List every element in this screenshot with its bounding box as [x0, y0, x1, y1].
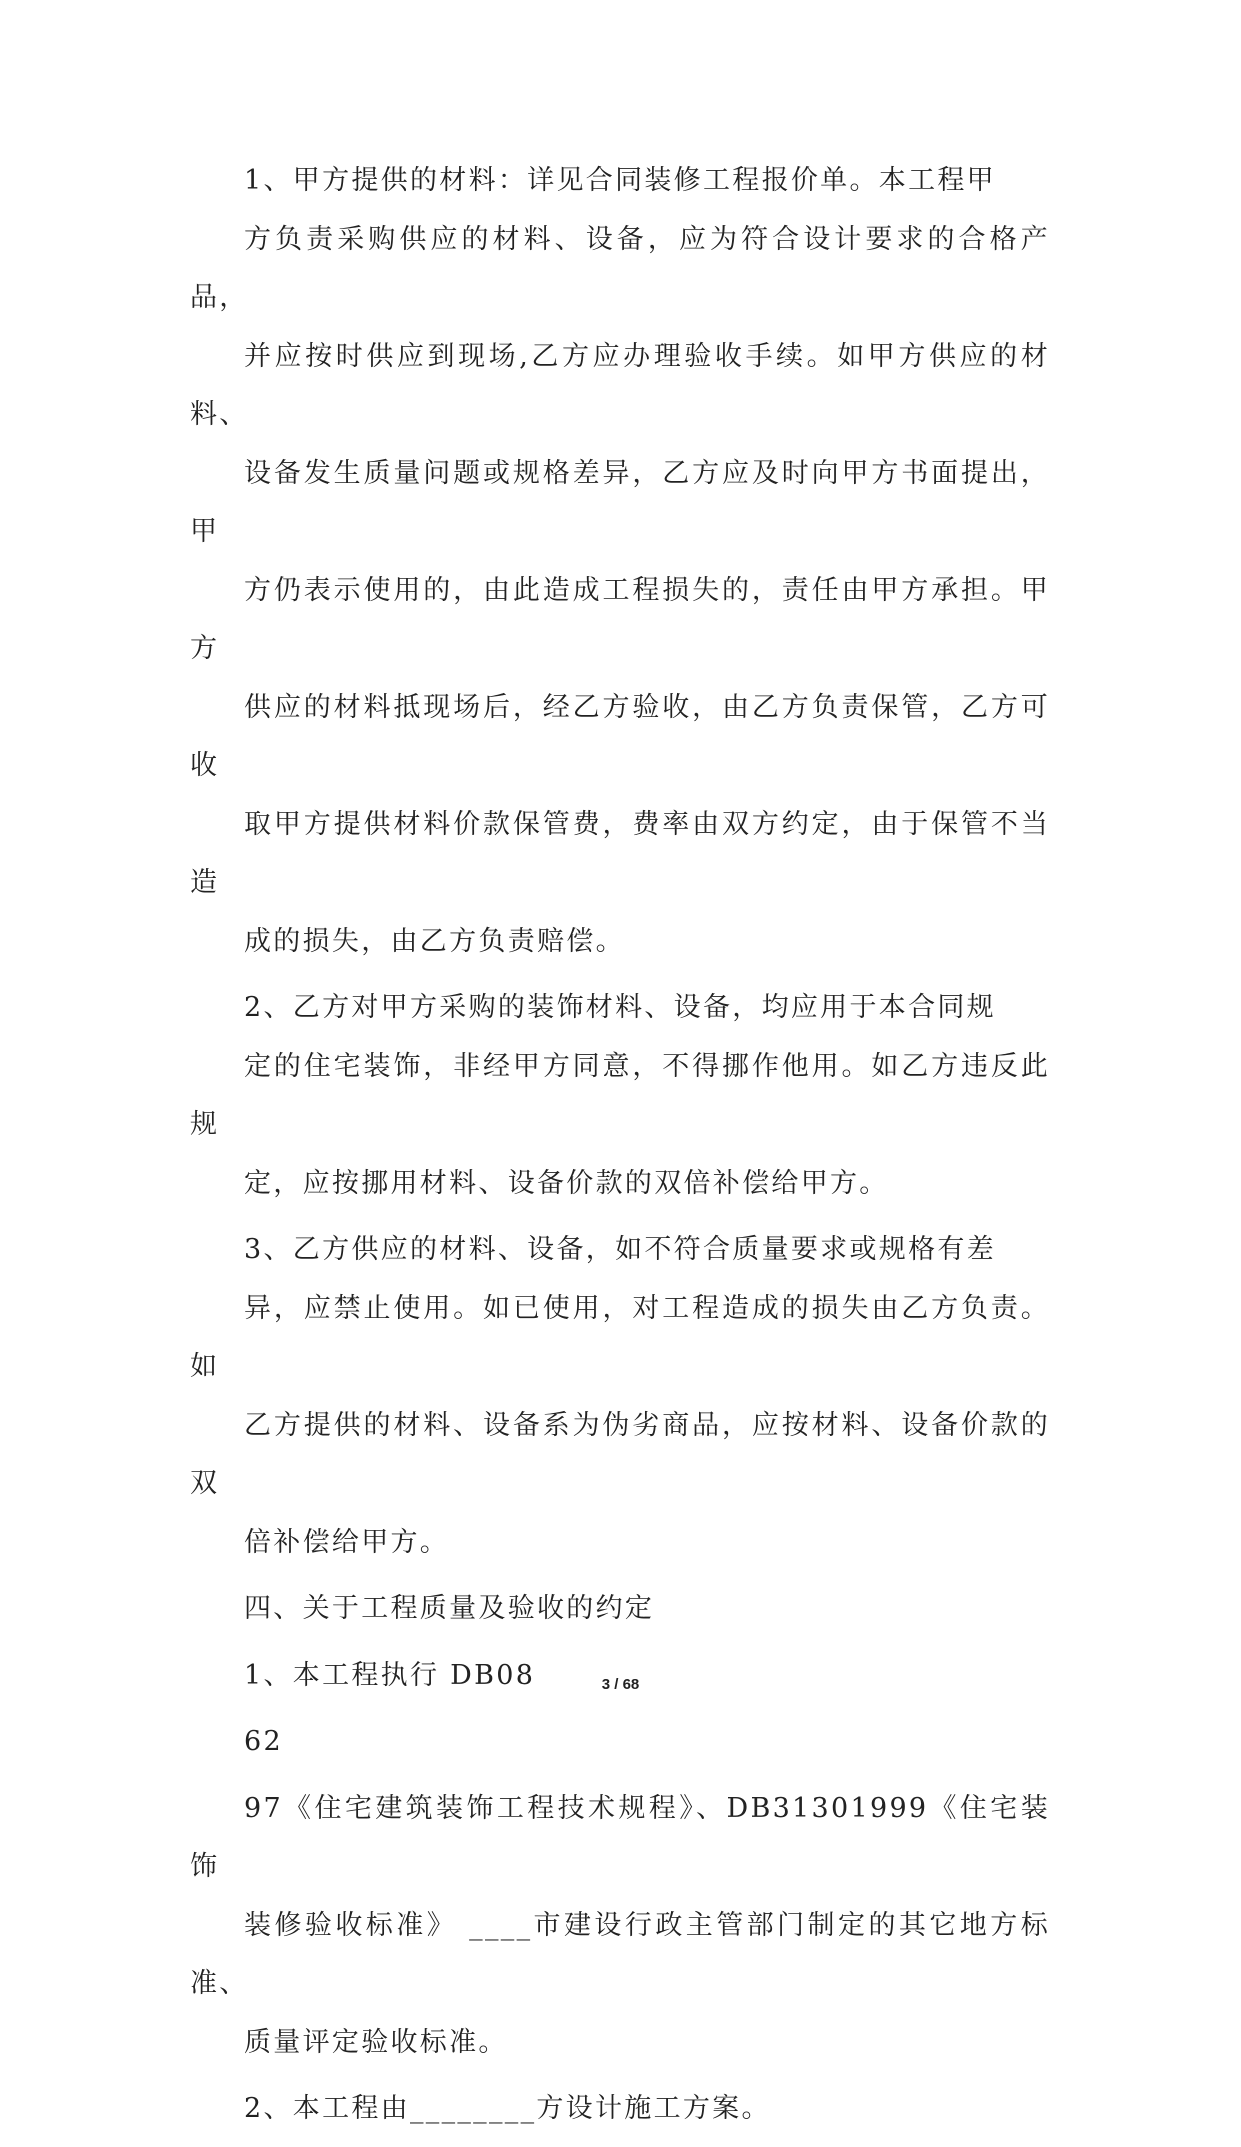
text-line: 1、甲方提供的材料：详见合同装修工程报价单。本工程甲 [244, 165, 996, 196]
text-line: 2、本工程由________方设计施工方案。 [244, 2093, 771, 2124]
text-line: 设备发生质量问题或规格差异，乙方应及时向甲方书面提出，甲 [190, 457, 1050, 547]
text-line: 定，应按挪用材料、设备价款的双倍补偿给甲方。 [244, 1167, 889, 1199]
text-line: 异，应禁止使用。如已使用，对工程造成的损失由乙方负责。如 [190, 1292, 1050, 1382]
text-line: 定的住宅装饰，非经甲方同意，不得挪作他用。如乙方违反此规 [190, 1050, 1050, 1140]
text-line: 62 [244, 1726, 283, 1757]
section-heading-quality-acceptance [190, 1580, 1050, 1639]
text-line: 方负责采购供应的材料、设备，应为符合设计要求的合格产品， [190, 223, 1050, 313]
text-line: 倍补偿给甲方。 [244, 1526, 450, 1558]
paragraph-standard-number [190, 1713, 1050, 1772]
text-line: 乙方提供的材料、设备系为伪劣商品，应按材料、设备价款的双 [190, 1409, 1050, 1499]
text-line: 质量评定验收标准。 [244, 2026, 508, 2058]
document-body [190, 152, 1050, 2147]
page-number: 3 / 68 [601, 1676, 640, 1693]
text-line: 2、乙方对甲方采购的装饰材料、设备，均应用于本合同规 [244, 992, 996, 1023]
text-line: 四、关于工程质量及验收的约定 [244, 1593, 655, 1624]
text-line: 供应的材料抵现场后，经乙方验收，由乙方负责保管，乙方可收 [190, 691, 1050, 781]
text-line: 装修验收标准》 ____市建设行政主管部门制定的其它地方标准、 [190, 1909, 1050, 1999]
text-line: 3、乙方供应的材料、设备，如不符合质量要求或规格有差 [244, 1234, 996, 1265]
text-line: 并应按时供应到现场,乙方应办理验收手续。如甲方供应的材料、 [190, 340, 1050, 430]
text-line: 97《住宅建筑装饰工程技术规程》、DB31301999《住宅装饰 [190, 1792, 1050, 1882]
paragraph-materials-usage [190, 979, 1050, 1213]
paragraph-materials-from-party-b [190, 1221, 1050, 1572]
paragraph-standard-details [190, 1780, 1050, 2073]
paragraph-design-plan [190, 2080, 1050, 2139]
text-line: 方仍表示使用的，由此造成工程损失的，责任由甲方承担。甲方 [190, 574, 1050, 664]
paragraph-materials-from-party-a [190, 152, 1050, 971]
text-line: 成的损失，由乙方负责赔偿。 [244, 925, 625, 957]
text-line: 取甲方提供材料价款保管费，费率由双方约定，由于保管不当造 [190, 808, 1050, 898]
text-line: 1、本工程执行 DB08 [244, 1659, 536, 1691]
